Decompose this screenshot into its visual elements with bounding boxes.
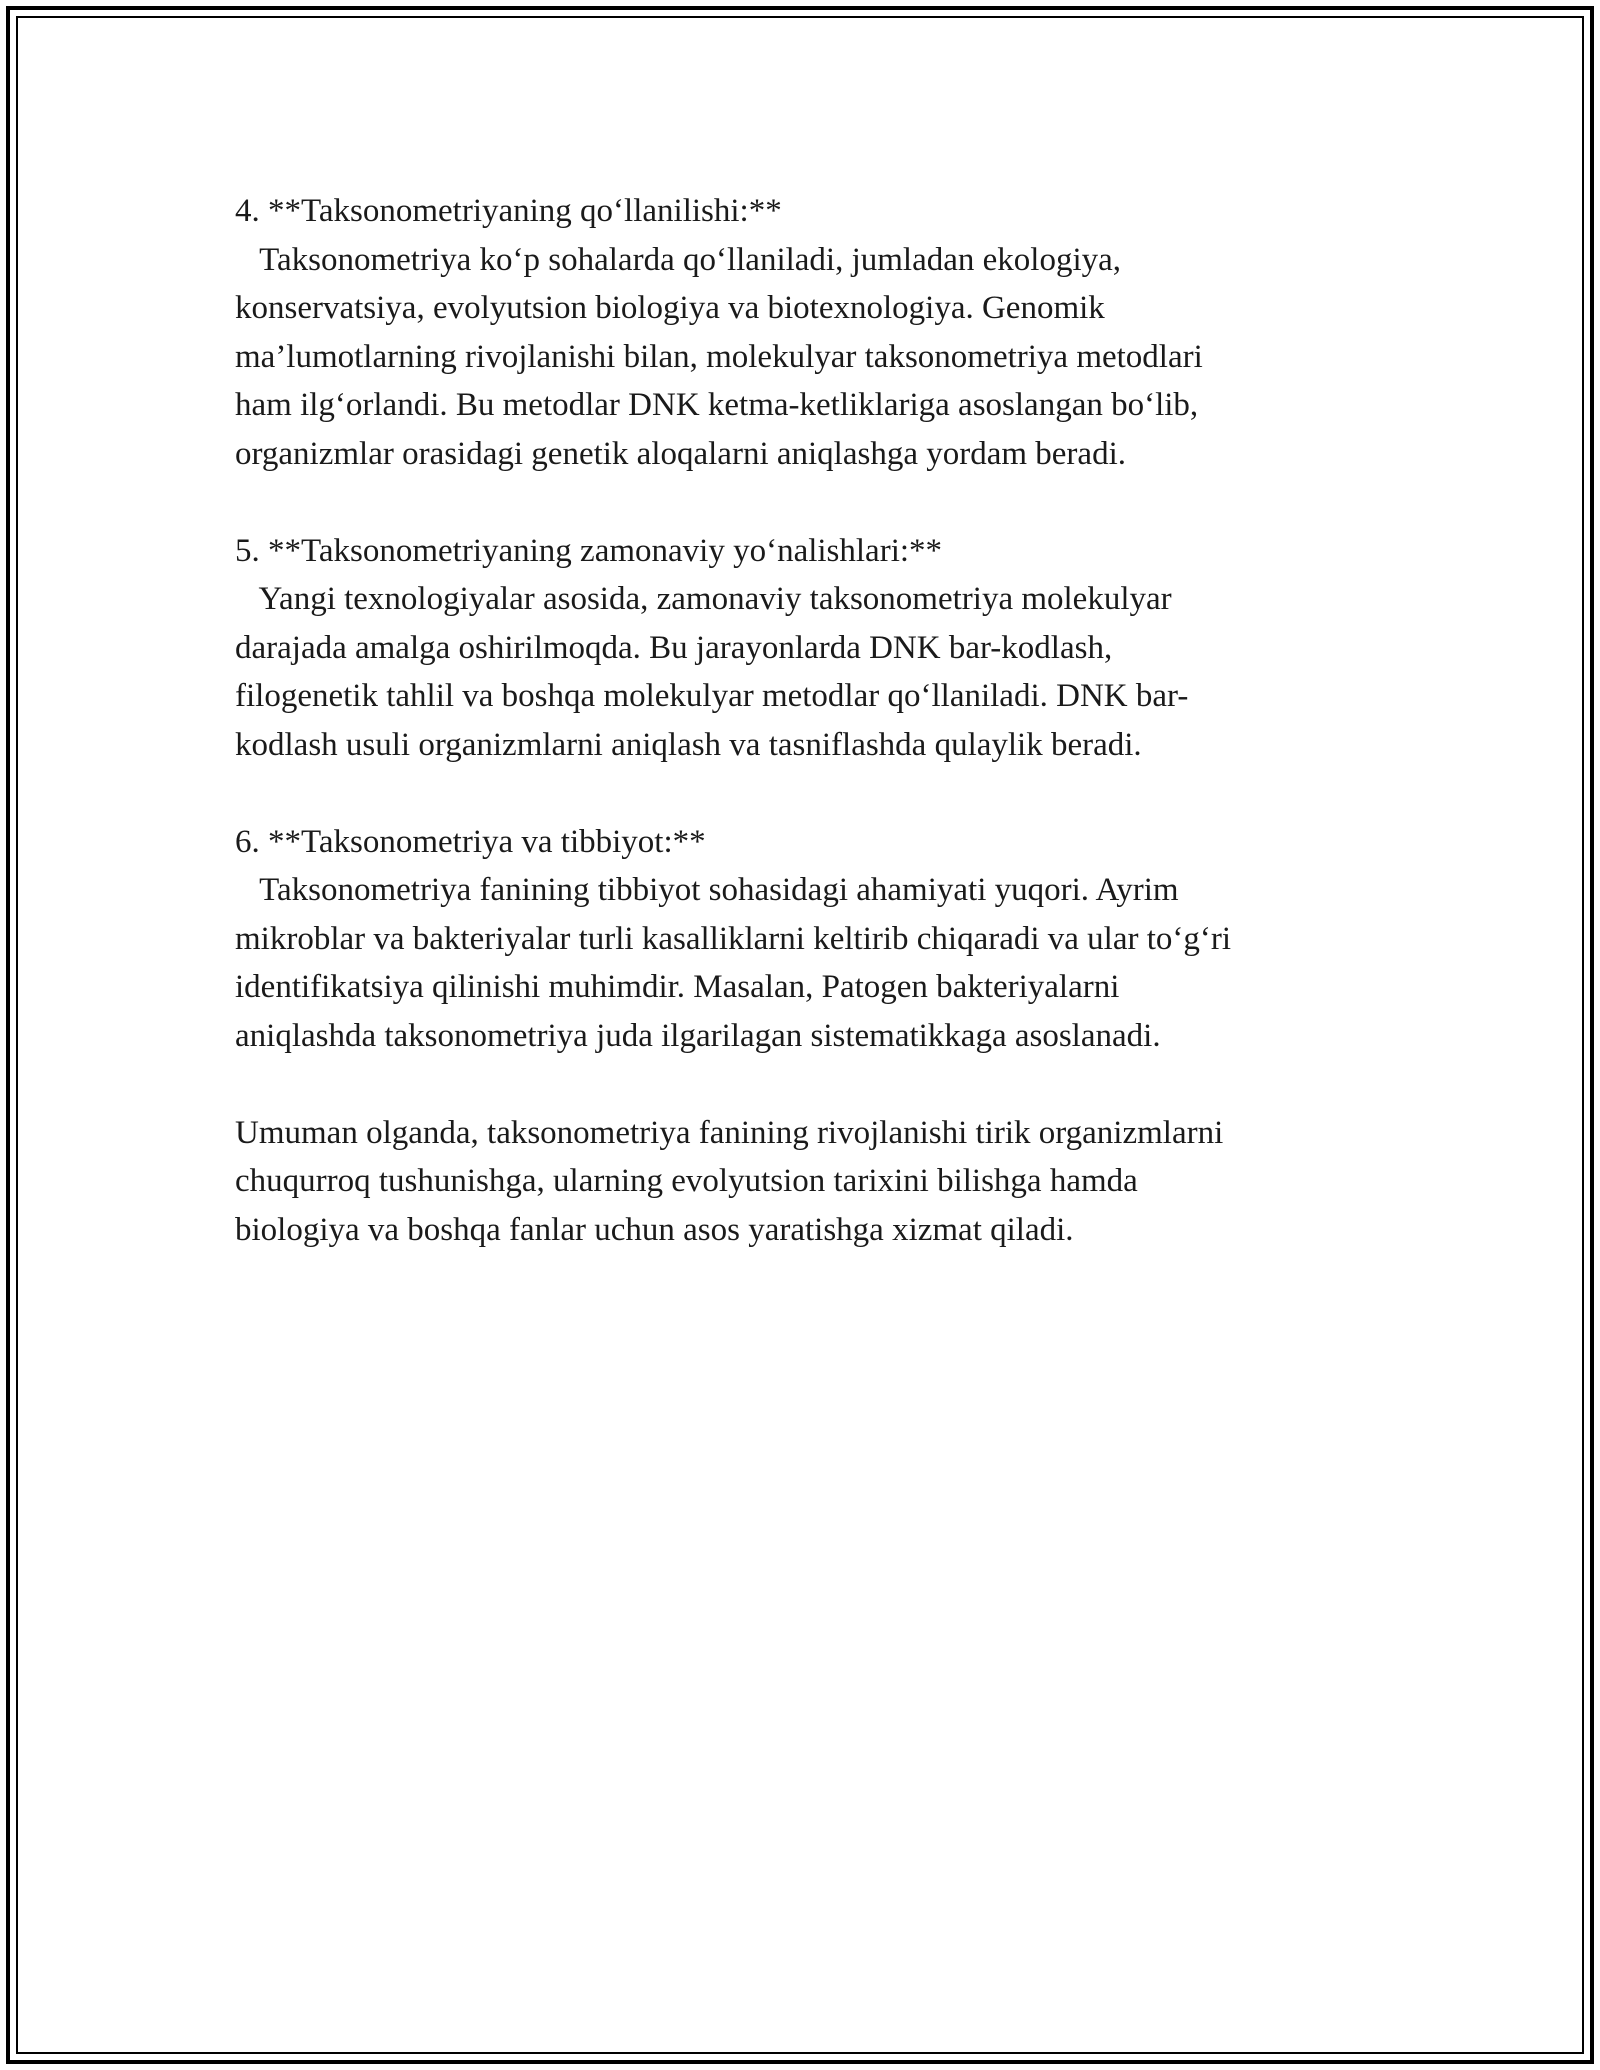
text-line: identifikatsiya qilinishi muhimdir. Masalan, Patogen bakteriyalarni (235, 969, 1120, 1005)
text-line: Umuman olganda, taksonometriya fanining rivojlanishi tirik organizmlarni (235, 1114, 1224, 1151)
section-medicine (235, 818, 1385, 1061)
section-heading: 5. **Taksonometriyaning zamonaviy yo‘nalishlari:** (235, 532, 943, 569)
text-line: konservatsiya, evolyutsion biologiya va biotexnologiya. Genomik (235, 290, 1105, 326)
text-line: mikroblar va bakteriyalar turli kasalliklarni keltirib chiqaradi va ular to‘g‘ri (235, 920, 1232, 957)
text-line: Yangi texnologiyalar asosida, zamonaviy taksonometriya molekulyar (235, 581, 1172, 617)
text-line: filogenetik tahlil va boshqa molekulyar metodlar qo‘llaniladi. DNK bar- (235, 678, 1189, 714)
text-line: kodlash usuli organizmlarni aniqlash va tasniflashda qulaylik beradi. (235, 726, 1142, 763)
text-line: biologiya va boshqa fanlar uchun asos yaratishga xizmat qiladi. (235, 1211, 1074, 1248)
text-line: ma’lumotlarning rivojlanishi bilan, molekulyar taksonometriya metodlari (235, 338, 1203, 375)
text-line: chuqurroq tushunishga, ularning evolyutsion tarixini bilishga hamda (235, 1163, 1138, 1199)
text-line: organizmlar orasidagi genetik aloqalarni aniqlashga yordam beradi. (235, 435, 1126, 472)
section-conclusion (235, 1109, 1385, 1255)
text-line: darajada amalga oshirilmoqda. Bu jarayonlarda DNK bar-kodlash, (235, 629, 1113, 666)
section-heading: 6. **Taksonometriya va tibbiyot:** (235, 823, 706, 860)
text-line: Taksonometriya ko‘p sohalarda qo‘llaniladi, jumladan ekologiya, (235, 241, 1122, 278)
text-line: ham ilg‘orlandi. Bu metodlar DNK ketma-ketliklariga asoslangan bo‘lib, (235, 387, 1199, 423)
text-line: Taksonometriya fanining tibbiyot sohasidagi ahamiyati yuqori. Ayrim (235, 872, 1179, 908)
section-modern-directions (235, 527, 1385, 770)
document-body (235, 187, 1385, 1303)
section-heading: 4. **Taksonometriyaning qo‘llanilishi:** (235, 193, 782, 229)
section-taxonometry-applications (235, 187, 1385, 478)
text-line: aniqlashda taksonometriya juda ilgarilagan sistematikkaga asoslanadi. (235, 1017, 1161, 1054)
